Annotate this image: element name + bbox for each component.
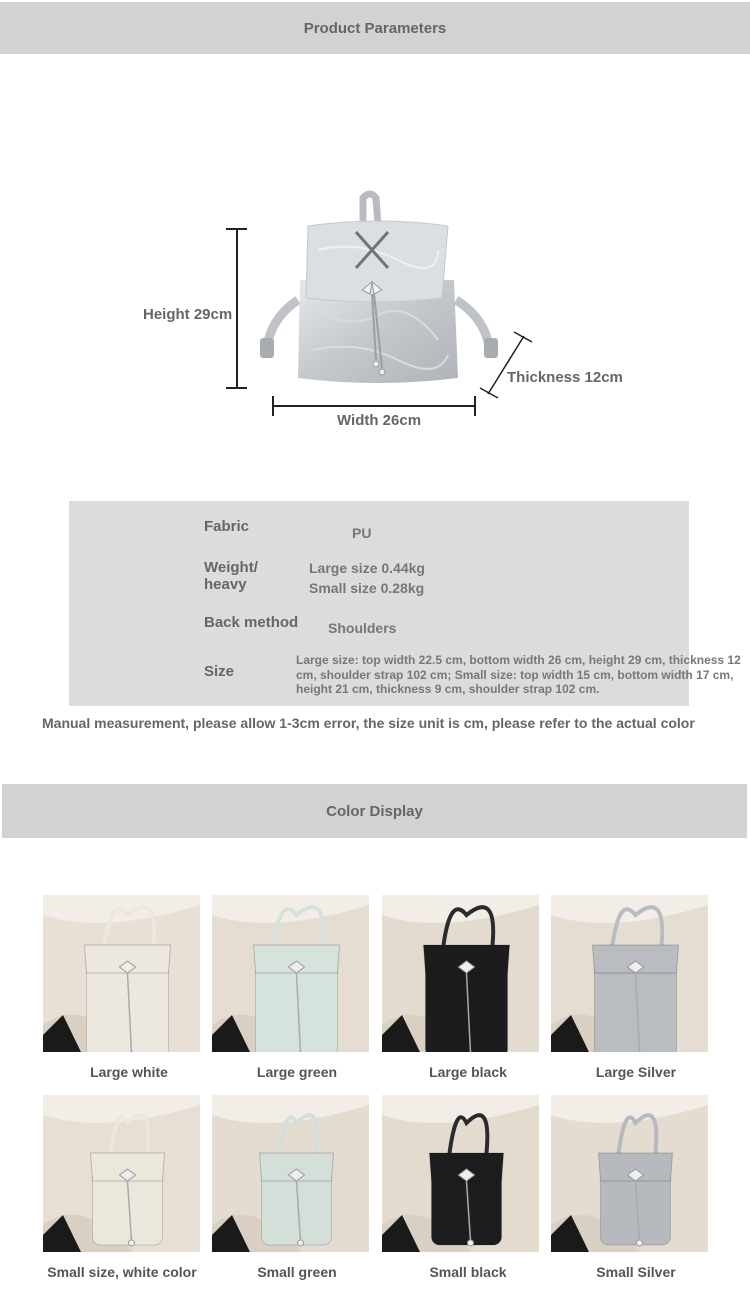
- height-line-bottom-cap: [226, 387, 247, 389]
- color-swatch-image[interactable]: [382, 1095, 539, 1252]
- height-line: [236, 228, 238, 388]
- color-swatch-label: Large green: [256, 1064, 338, 1080]
- thickness-label: Thickness 12cm: [507, 369, 623, 386]
- size-value: Large size: top width 22.5 cm, bottom width 26 cm, height 29 cm, thickness 12 cm, shoulder strap 102 cm; Small size: top width 15 cm, bottom width 17 cm, height 21 cm, thickness 9 cm, shoulder strap 102 cm.: [296, 653, 741, 696]
- width-label: Width 26cm: [337, 412, 422, 429]
- width-line: [272, 405, 475, 407]
- color-swatch-image[interactable]: [212, 895, 369, 1052]
- color-swatch-label: Large white: [90, 1064, 168, 1080]
- weight-small-value: Small size 0.28kg: [309, 580, 425, 596]
- color-swatch-image[interactable]: [43, 1095, 200, 1252]
- back-method-label: Back method: [204, 614, 299, 631]
- measurement-note: Manual measurement, please allow 1-3cm error, the size unit is cm, please refer to the actual color: [42, 715, 695, 731]
- height-label: Height 29cm: [143, 306, 233, 323]
- color-swatch-image[interactable]: [551, 895, 708, 1052]
- fabric-value: PU: [352, 525, 372, 541]
- color-swatch-label: Large black: [429, 1064, 507, 1080]
- color-swatch-label: Small size, white color: [47, 1264, 197, 1280]
- backpack-silver-image: [258, 190, 498, 395]
- color-swatch-label: Small Silver: [596, 1264, 676, 1280]
- height-line-top-cap: [226, 228, 247, 230]
- color-swatch-label: Small black: [429, 1264, 507, 1280]
- color-swatch-label: Small green: [257, 1264, 337, 1280]
- weight-large-value: Large size 0.44kg: [309, 560, 425, 576]
- product-parameters-banner: [0, 2, 750, 54]
- fabric-label: Fabric: [204, 518, 250, 535]
- product-parameters-title: Product Parameters: [303, 19, 447, 37]
- width-line-left-cap: [272, 396, 274, 416]
- size-label: Size: [204, 663, 235, 680]
- color-display-banner: [2, 784, 747, 838]
- weight-label: Weight/ heavy: [204, 559, 258, 593]
- color-swatch-label: Large Silver: [595, 1064, 677, 1080]
- color-swatch-image[interactable]: [43, 895, 200, 1052]
- color-display-title: Color Display: [326, 802, 423, 820]
- color-swatch-image[interactable]: [382, 895, 539, 1052]
- color-swatch-image[interactable]: [551, 1095, 708, 1252]
- color-swatch-image[interactable]: [212, 1095, 369, 1252]
- back-method-value: Shoulders: [328, 620, 397, 636]
